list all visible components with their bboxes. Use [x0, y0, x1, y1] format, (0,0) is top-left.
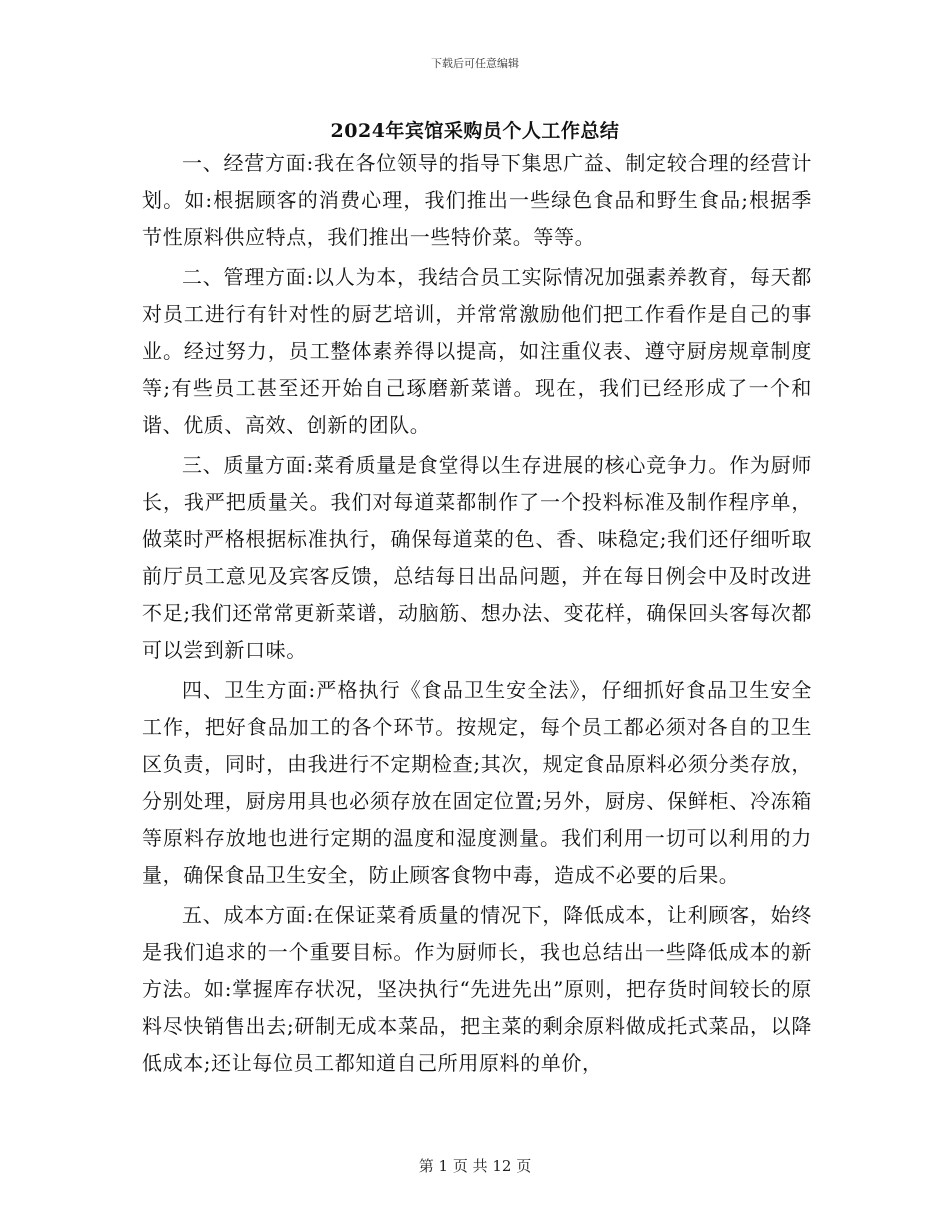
paragraph-hygiene: 四、卫生方面:严格执行《食品卫生安全法》，仔细抓好食品卫生安全工作，把好食品加工的各个环节。按规定，每个员工都必须对各自的卫生区负责，同时，由我进行不定期检查;其次，规定食品原料必须分类存放，分别处理，厨房用具也必须存放在固定位置;另外，厨房、保鲜柜、冷冻箱等原料存放地也进行定期的温度和湿度测量。我们利用一切可以利用的力量，确保食品卫生安全，防止顾客食物中毒，造成不必要的后果。	[142, 678, 812, 887]
paragraph-operations: 一、经营方面:我在各位领导的指导下集思广益、制定较合理的经营计划。如:根据顾客的消费心理，我们推出一些绿色食品和野生食品;根据季节性原料供应特点，我们推出一些特价菜。等等。	[142, 151, 812, 249]
document-body	[142, 145, 812, 1085]
document-title: 2024年宾馆采购员个人工作总结	[330, 120, 620, 142]
paragraph-management: 二、管理方面:以人为本，我结合员工实际情况加强素养教育，每天都对员工进行有针对性的厨艺培训，并常常激励他们把工作看作是自己的事业。经过努力，员工整体素养得以提高，如注重仪表、遵守厨房规章制度等;有些员工甚至还开始自己琢磨新菜谱。现在，我们已经形成了一个和谐、优质、高效、创新的团队。	[142, 265, 812, 437]
paragraph-cost: 五、成本方面:在保证菜肴质量的情况下，降低成本，让利顾客，始终是我们追求的一个重要目标。作为厨师长，我也总结出一些降低成本的新方法。如:掌握库存状况，坚决执行“先进先出”原则，把存货时间较长的原料尽快销售出去;研制无成本菜品，把主菜的剩余原料做成托式菜品，以降低成本;还让每位员工都知道自己所用原料的单价，	[142, 903, 812, 1075]
paragraph-quality: 三、质量方面:菜肴质量是食堂得以生存进展的核心竞争力。作为厨师长，我严把质量关。我们对每道菜都制作了一个投料标准及制作程序单，做菜时严格根据标准执行，确保每道菜的色、香、味稳定;我们还仔细听取前厅员工意见及宾客反馈，总结每日出品问题，并在每日例会中及时改进不足;我们还常常更新菜谱，动脑筋、想办法、变花样，确保回头客每次都可以尝到新口味。	[142, 453, 812, 662]
header-note: 下载后可任意编辑	[431, 57, 519, 70]
page-number-footer: 第 1 页 共 12 页	[418, 1157, 532, 1175]
